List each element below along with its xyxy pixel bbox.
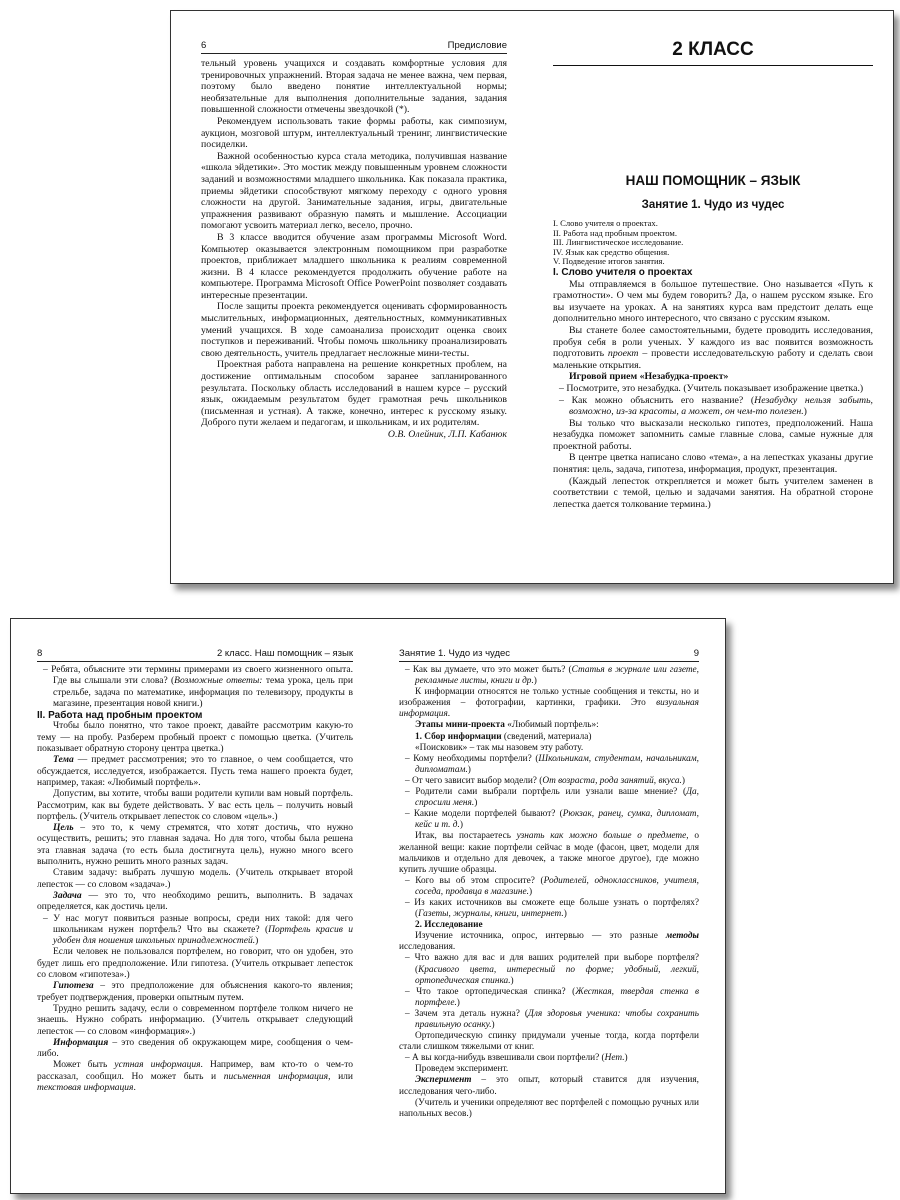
paragraph: После защиты проекта рекомендуется оценивать сформированность мыслительных, информационных, деятельностных, коммуникативных умений учащихся. В ходе самоанализа происходит оценка своих поступков и переживаний. Чтобы помочь школьнику проанализировать свою деятельность, учитель предлагает несложные мини-тесты. <box>201 301 507 359</box>
paragraph: Может быть устная информация. Например, вам кто-то о чем-то рассказал, сообщил. Но может быть и письменная информация, или текстовая информация. <box>37 1060 353 1093</box>
page-9 <box>399 619 699 1193</box>
dialog-line: – Кого вы об этом спросите? (Родителей, одноклассников, учителя, соседа, продавца в магазине.) <box>405 875 699 897</box>
paragraph: Ставим задачу: выбрать лучшую модель. (Учитель открывает второй лепесток — со словом «задача».) <box>37 868 353 890</box>
paragraph: Вы станете более самостоятельными, будете проводить исследования, пробуя себя в роли ученых. У каждого из вас появится возможность подготовить проект – провести исследовательскую работу и сделать свои маленькие открытия. <box>553 324 873 371</box>
running-header <box>201 39 507 54</box>
section-heading: II. Работа над пробным проектом <box>37 710 203 722</box>
page-8 <box>37 619 353 1193</box>
page-body <box>37 665 353 1094</box>
definition: Цель – это то, к чему стремятся, что хотят достичь, что нужно осуществить, решить; это главная задача. Но для того, чтобы была решена эта главная задача (то есть была достигнута цель), нужно много всего выполнить, нужно решить много разных задач. <box>37 823 353 868</box>
page-body <box>399 665 699 1120</box>
top-book-spread <box>170 10 894 584</box>
paragraph: Ортопедическую спинку придумали ученые тогда, когда портфели стали слишком тяжелыми от книг. <box>399 1031 699 1053</box>
definition: Эксперимент – это опыт, который ставится для изучения, исследования чего-либо. <box>399 1075 699 1097</box>
paragraph: Изучение источника, опрос, интервью — это разные методы исследования. <box>399 931 699 953</box>
definition: Задача — это то, что необходимо решить, выполнить. В задачах определяется, как достичь цели. <box>37 890 353 913</box>
author-signature: О.В. Олейник, Л.П. Кабанюк <box>387 429 507 440</box>
page-body <box>201 58 507 441</box>
section-heading: I. Слово учителя о проектах <box>553 266 693 278</box>
plan-item: IV. Язык как средство общения. <box>553 246 670 257</box>
page-number: 6 <box>201 40 207 51</box>
dialog-line: – Что важно для вас и для ваших родителей при выборе портфеля? (Красивого цвета, интересный по форме; удобный, легкий, ортопедическая спинка.) <box>405 953 699 986</box>
paragraph: Вы только что высказали несколько гипотез, предположений. Наша незабудка поможет запомнить самые главные слова, самые нужные для проектной работы. <box>553 417 873 452</box>
paragraph: тельный уровень учащихся и создавать комфортные условия для тренировочных упражнений. Вторая задача не менее важна, чем первая, поэтому было введено понятие интеллектуальной нормы; необязательные для выполнения дополнительные задания, задания повышенной сложности отмечены звездочкой (*). <box>201 58 507 116</box>
paragraph: В центре цветка написано слово «тема», а на лепестках указаны другие понятия: цель, задача, гипотеза, информация, продукт, презентация. <box>553 452 873 476</box>
page-number: 9 <box>693 648 699 659</box>
page-7 <box>553 11 873 583</box>
paragraph: Трудно решить задачу, если о современном портфеле толком ничего не знаешь. Нужно собрать информацию. (Учитель открывает следующий лепесток — со словом «информация».) <box>37 1003 353 1037</box>
dialog-line: – Кому необходимы портфели? (Школьникам, студентам, начальникам, дипломатам.) <box>405 753 699 775</box>
dialog-line: – Ребята, объясните эти термины примерами из своего жизненного опыта. Где вы слышали эти слова? (Возможные ответы: тема урока, цель при стрельбе, задача по математике, информация по телевизору, продукты в магазине, презентация новой книги.) <box>43 665 353 709</box>
plan-item: II. Работа над пробным проектом. <box>553 227 677 238</box>
dialog-line: – Какие модели портфелей бывают? (Рюкзак, ранец, сумка, дипломат, кейс и т. д.) <box>405 809 699 831</box>
plan-item: V. Подведение итогов занятия. <box>553 256 665 267</box>
dialog-line: – Посмотрите, это незабудка. (Учитель показывает изображение цветка.) <box>559 382 864 394</box>
page-body <box>553 219 873 510</box>
stages-heading: Этапы мини-проекта «Любимый портфель»: <box>415 720 599 731</box>
definition: Тема — предмет рассмотрения; это то главное, о чем сообщается, что обсуждается, исследуется, изображается. Пусть тема нашего проекта будет, например, такая: «Любимый портфель». <box>37 755 353 788</box>
running-header <box>37 647 353 662</box>
paragraph: Если человек не пользовался портфелем, но говорит, что он удобен, это будет лишь его предположение. Или гипотеза. (Учитель открывает лепесток со словом «гипотеза».) <box>37 947 353 981</box>
paragraph: (Учитель и ученики определяют вес портфелей с помощью ручных или напольных весов.) <box>399 1097 699 1119</box>
paragraph: В 3 классе вводится обучение азам программы Microsoft Word. Компьютер оказывается электронным помощником при разработке проектов, приближает младшего школьника к реалиям современной жизни. В 4 классе рекомендуется продолжить обучение работе на компьютере. Программа Microsoft Office PowerPoint позволяет создавать интересные презентации. <box>201 231 507 301</box>
definition: Информация – это сведения об окружающем мире, сообщения о чем-либо. <box>37 1037 353 1060</box>
paragraph: Допустим, вы хотите, чтобы ваши родители купили вам новый портфель. Рассмотрим, как вы будете действовать. У вас есть цель – получить новый портфель. (Учитель открывает лепесток со словом «цель».) <box>37 789 353 822</box>
dialog-line: – Что такое ортопедическая спинка? (Жесткая, твердая стенка в портфеле.) <box>405 986 699 1008</box>
paragraph: Проведем эксперимент. <box>415 1064 509 1075</box>
step-heading: 2. Исследование <box>415 920 483 931</box>
class-title: 2 КЛАСС <box>553 35 873 66</box>
lesson-title: Занятие 1. Чудо из чудес <box>641 199 785 211</box>
running-header <box>399 647 699 662</box>
paragraph: Проектная работа направлена на решение конкретных проблем, на достижение оптимальным способом заранее запланированного результата. Поскольку область исследований в нашем курсе – русский язык, ожидаемым результатом будет грамотная речь школьников (письменная и устная). А также, конечно, интерес к русскому языку. Доброго пути желаем и педагогам, и школьникам, и их родителям. <box>201 359 507 429</box>
dialog-line: – Зачем эта деталь нужна? (Для здоровья ученика: чтобы сохранить правильную осанку.) <box>405 1008 699 1030</box>
running-title: Предисловие <box>447 40 507 51</box>
dialog-line: – Как можно объяснить его название? (Незабудку нельзя забыть, возможно, из-за красоты, а может, он чем-то полезен.) <box>559 394 873 418</box>
paragraph: «Поисковик» – так мы назовем эту работу. <box>415 742 584 753</box>
page-number: 8 <box>37 648 43 659</box>
dialog-line: – Как вы думаете, что это может быть? (Статья в журнале или газете, рекламные листы, книги и др.) <box>405 665 699 687</box>
lesson-plan <box>553 219 873 267</box>
unit-title: НАШ ПОМОЩНИК – ЯЗЫК <box>625 173 801 188</box>
bottom-book-spread <box>10 618 726 1194</box>
paragraph: Мы отправляемся в большое путешествие. Оно называется «Путь к грамотности». О чем мы будем говорить? Да, о нашем русском языке. Его вы изучаете на уроках. А на занятиях курса вам предстоит делать еще дополнительно много интересного, что связано с русским языком. <box>553 278 873 325</box>
dialog-line: – А вы когда-нибудь взвешивали свои портфели? (Нет.) <box>405 1053 628 1064</box>
running-title: 2 класс. Наш помощник – язык <box>216 648 353 659</box>
paragraph: Чтобы было понятно, что такое проект, давайте рассмотрим какую-то тему — на пробу. Разберем пробный проект с помощью цветка. (Учитель показывает обратную сторону центра цветка.) <box>37 721 353 755</box>
running-title: Занятие 1. Чудо из чудес <box>399 648 511 659</box>
paragraph: Рекомендуем использовать такие формы работы, как симпозиум, аукцион, мозговой штурм, интеллектуальный тренинг, лингвистические посиделки. <box>201 115 507 151</box>
paragraph: Итак, вы постараетесь узнать как можно больше о предмете, о желанной вещи: какие портфели сейчас в моде (фасон, цвет, модели для мальчиков и отдельно для девочек, а также многое другое), где можно купить лучшие образцы. <box>399 831 699 875</box>
paragraph: Важной особенностью курса стала методика, получившая название «школа эйдетики». Это мостик между повышенным уровнем сложности заданий и возможностями младшего школьника. Как показала практика, приемы эйдетики способствуют мягкому переходу с одного уровня сложности на другой. Занимательные задания, игры, двигательные упражнения развивают образную память и мышление. Ассоциации помогают усвоить материал легко, весело, прочно. <box>201 150 507 232</box>
definition: Гипотеза – это предположение для объяснения какого-то явления; требует подтверждения, проверки опытным путем. <box>37 981 353 1003</box>
dialog-line: – От чего зависит выбор модели? (От возраста, рода занятий, вкуса.) <box>405 775 685 786</box>
dialog-line: – Родители сами выбрали портфель или узнали ваше мнение? (Да, спросили меня.) <box>405 787 699 809</box>
game-heading: Игровой прием «Незабудка-проект» <box>569 371 729 383</box>
paragraph: (Каждый лепесток открепляется и может быть учителем заменен в соответствии с темой, целью и задачами занятия. На обратной стороне лепестка дается толкование термина.) <box>553 475 873 510</box>
dialog-line: – У нас могут появиться разные вопросы, среди них такой: для чего школьникам нужен портфель? Что вы скажете? (Портфель красив и удобен для ношения школьных принадлежностей.) <box>43 913 353 947</box>
plan-item: III. Лингвистическое исследование. <box>553 237 684 248</box>
paragraph: К информации относятся не только устные сообщения и тексты, но и изображения – фотографии, картинки, графики. Это визуальная информация. <box>399 687 699 720</box>
page-6 <box>201 11 507 583</box>
step-heading: 1. Сбор информации (сведений, материала) <box>415 731 592 742</box>
plan-item: I. Слово учителя о проектах. <box>553 218 658 228</box>
dialog-line: – Из каких источников вы сможете еще больше узнать о портфелях? (Газеты, журналы, книги, интернет.) <box>405 897 699 920</box>
